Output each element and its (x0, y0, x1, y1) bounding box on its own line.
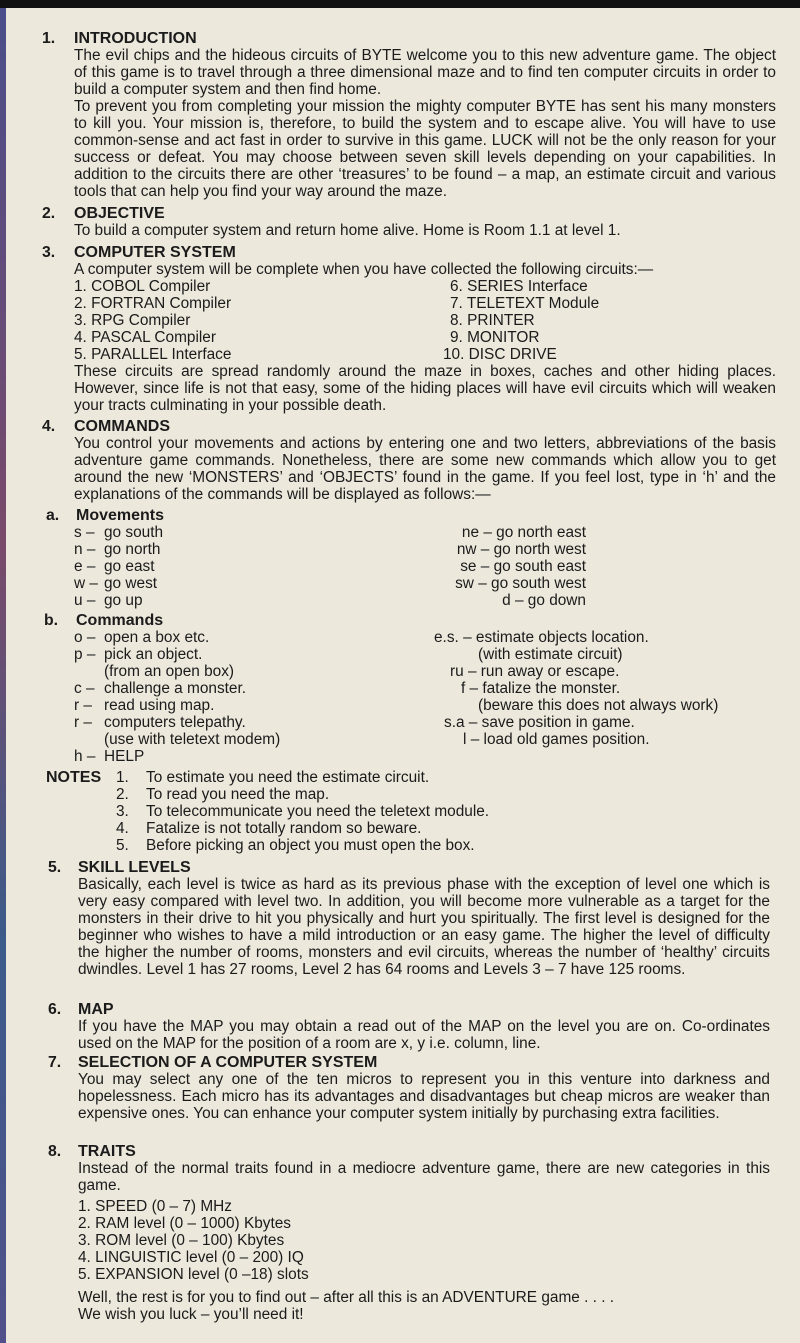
scan-top-border (0, 0, 800, 8)
list-item: 3. RPG Compiler (74, 312, 191, 329)
note-text: Before picking an object you must open the box. (146, 837, 475, 854)
list-item: ru – run away or escape. (450, 663, 620, 680)
command-key: r – (74, 697, 92, 714)
circuit-list-left (74, 278, 231, 363)
list-item (74, 663, 280, 680)
command-desc: (from an open box) (104, 663, 235, 680)
command-desc: pick an object. (104, 646, 203, 663)
closing-line-2: We wish you luck – you’ll need it! (78, 1306, 304, 1323)
selection-paragraph: You may select any one of the ten micros to represent you in this venture into darkness and hopelessness. Each micro has its advantages and disadvantages but cheap micros are weaker than expensive ones. You can enhance your computer system initially by purchasing extra facilities. (78, 1071, 770, 1122)
instruction-sheet (6, 8, 800, 1343)
list-item (116, 837, 489, 854)
list-item: 5. PARALLEL Interface (74, 346, 232, 363)
command-desc: go west (104, 575, 158, 592)
command-desc: go south (104, 524, 164, 541)
section-title-traits: TRAITS (78, 1143, 136, 1160)
list-item (74, 524, 163, 541)
note-number: 3. (116, 803, 129, 820)
list-item (74, 592, 163, 609)
list-item: 5. EXPANSION level (0 –18) slots (78, 1266, 309, 1283)
movements-label: a. (46, 507, 60, 524)
section-number: 6. (48, 1001, 62, 1018)
note-number: 1. (116, 769, 129, 786)
section-title-selection: SELECTION OF A COMPUTER SYSTEM (78, 1054, 378, 1071)
intro-paragraph-1: The evil chips and the hideous circuits of BYTE welcome you to this new adventure game. The object of this game is to travel through a three dimensional maze and to find ten computer circuits in order to build a computer system and then find home. (74, 47, 776, 98)
list-item (116, 769, 489, 786)
section-number: 4. (42, 418, 56, 435)
list-item (116, 803, 489, 820)
notes-title: NOTES (46, 769, 102, 786)
list-item (116, 820, 489, 837)
list-item (74, 697, 280, 714)
intro-paragraph-2: To prevent you from completing your mission the mighty computer BYTE has sent his many monsters to kill you. Your mission is, therefore, to build the system and to escape alive. You will have to use common-sense and act fast in order to survive in this game. LUCK will not be the only reason for your success or defeat. You may choose between seven skill levels depending on your capabilities. In addition to the circuits there are other ‘treasures’ to be found – a map, an estimate circuit and various tools that can help you find your way around the maze. (74, 98, 776, 200)
section-title-introduction: INTRODUCTION (74, 30, 197, 47)
list-item (74, 558, 163, 575)
list-item: ne – go north east (461, 524, 586, 541)
notes-list (116, 769, 489, 854)
note-text: Fatalize is not totally random so beware. (146, 820, 422, 837)
command-key: r – (74, 714, 92, 731)
section-number: 8. (48, 1143, 62, 1160)
commands-subtitle: Commands (76, 612, 164, 629)
command-key: h – (74, 748, 96, 765)
command-key: w – (74, 575, 98, 592)
list-item: 10. DISC DRIVE (443, 346, 557, 363)
section-title-objective: OBJECTIVE (74, 205, 165, 222)
command-desc: computers telepathy. (104, 714, 246, 731)
list-item: 2. RAM level (0 – 1000) Kbytes (78, 1215, 292, 1232)
traits-list (78, 1198, 309, 1283)
command-desc: HELP (104, 748, 145, 765)
list-item: 8. PRINTER (450, 312, 535, 329)
note-number: 4. (116, 820, 129, 837)
list-item (74, 714, 280, 731)
list-item (74, 646, 280, 663)
movements-title: Movements (76, 507, 165, 524)
commands-label: b. (44, 612, 59, 629)
section-title-computer-system: COMPUTER SYSTEM (74, 244, 236, 261)
list-item: sw – go south west (455, 575, 586, 592)
section-number: 2. (42, 205, 56, 222)
note-number: 2. (116, 786, 129, 803)
list-item: d – go down (502, 592, 586, 609)
computer-system-paragraph-2: These circuits are spread randomly around the maze in boxes, caches and other hiding places. However, since life is not that easy, some of the hiding places will have evil circuits which will weaken your tracts culminating in your possible death. (74, 363, 776, 414)
command-desc: challenge a monster. (104, 680, 247, 697)
closing-line-1: Well, the rest is for you to find out – after all this is an ADVENTURE game . . . . (78, 1289, 615, 1306)
list-item: 4. PASCAL Compiler (74, 329, 216, 346)
list-item: 3. ROM level (0 – 100) Kbytes (78, 1232, 285, 1249)
movements-list-left (74, 524, 163, 609)
list-item: 9. MONITOR (450, 329, 540, 346)
section-number: 3. (42, 244, 56, 261)
list-item: nw – go north west (456, 541, 586, 558)
note-text: To read you need the map. (146, 786, 330, 803)
note-text: To estimate you need the estimate circuit. (146, 769, 430, 786)
list-item: 1. SPEED (0 – 7) MHz (78, 1198, 232, 1215)
commands-paragraph: You control your movements and actions by entering one and two letters, abbreviations of the basis adventure game commands. Nonetheless, there are some new commands which allow you to get around the new ‘MONSTERS’ and ‘OBJECTS’ found in the game. If you feel lost, type in ‘h’ and the explanations of the commands will be displayed as follows:— (74, 435, 776, 503)
command-key: n – (74, 541, 96, 558)
list-item (74, 629, 280, 646)
list-item: 6. SERIES Interface (450, 278, 588, 295)
command-desc: go north (104, 541, 161, 558)
command-desc: go up (104, 592, 143, 609)
list-item: (beware this does not always work) (478, 697, 719, 714)
command-desc: open a box etc. (104, 629, 210, 646)
objective-paragraph: To build a computer system and return home alive. Home is Room 1.1 at level 1. (74, 222, 621, 239)
list-item (74, 680, 280, 697)
commands-list-left (74, 629, 280, 765)
circuit-list-right (443, 278, 599, 363)
section-title-map: MAP (78, 1001, 114, 1018)
list-item: l – load old games position. (463, 731, 650, 748)
list-item: 4. LINGUISTIC level (0 – 200) IQ (78, 1249, 304, 1266)
section-number: 7. (48, 1054, 62, 1071)
command-key: o – (74, 629, 96, 646)
command-key: p – (74, 646, 96, 663)
list-item: 7. TELETEXT Module (450, 295, 600, 312)
skill-levels-paragraph: Basically, each level is twice as hard as its previous phase with the exception of level one which is very easy compared with level two. In addition, you will become more vulnerable as a target for the monsters in their drive to hit you physically and hurt you spiritually. The first level is designed for the beginner who wishes to have a mild introduction or an easy game. The higher the level of difficulty the higher the number of rooms, monsters and evil circuits, whereas the number of ‘healthy’ circuits dwindles. Level 1 has 27 rooms, Level 2 has 64 rooms and Levels 3 – 7 have 125 rooms. (78, 876, 770, 978)
list-item (74, 748, 280, 765)
note-text: To telecommunicate you need the teletext module. (146, 803, 490, 820)
map-paragraph: If you have the MAP you may obtain a read out of the MAP on the level you are on. Co-ordinates used on the MAP for the position of a room are x, y i.e. column, line. (78, 1018, 770, 1052)
list-item (74, 575, 163, 592)
movements-list-right (436, 524, 586, 609)
list-item: s.a – save position in game. (444, 714, 635, 731)
note-number: 5. (116, 837, 129, 854)
section-number: 1. (42, 30, 56, 47)
list-item: se – go south east (460, 558, 586, 575)
section-number: 5. (48, 859, 62, 876)
list-item (74, 541, 163, 558)
list-item (74, 731, 280, 748)
command-desc: (use with teletext modem) (104, 731, 281, 748)
command-key: s – (74, 524, 95, 541)
command-desc: go east (104, 558, 155, 575)
command-desc: read using map. (104, 697, 215, 714)
list-item: f – fatalize the monster. (461, 680, 621, 697)
list-item: (with estimate circuit) (478, 646, 623, 663)
section-title-commands: COMMANDS (74, 418, 170, 435)
list-item: e.s. – estimate objects location. (434, 629, 649, 646)
command-key: e – (74, 558, 96, 575)
commands-list-right (434, 629, 744, 748)
computer-system-intro: A computer system will be complete when you have collected the following circuits:— (74, 261, 654, 278)
section-title-skill-levels: SKILL LEVELS (78, 859, 191, 876)
traits-paragraph: Instead of the normal traits found in a mediocre adventure game, there are new categories in this game. (78, 1160, 770, 1194)
command-key: c – (74, 680, 95, 697)
list-item: 1. COBOL Compiler (74, 278, 211, 295)
list-item: 2. FORTRAN Compiler (74, 295, 232, 312)
command-key: u – (74, 592, 96, 609)
list-item (116, 786, 489, 803)
